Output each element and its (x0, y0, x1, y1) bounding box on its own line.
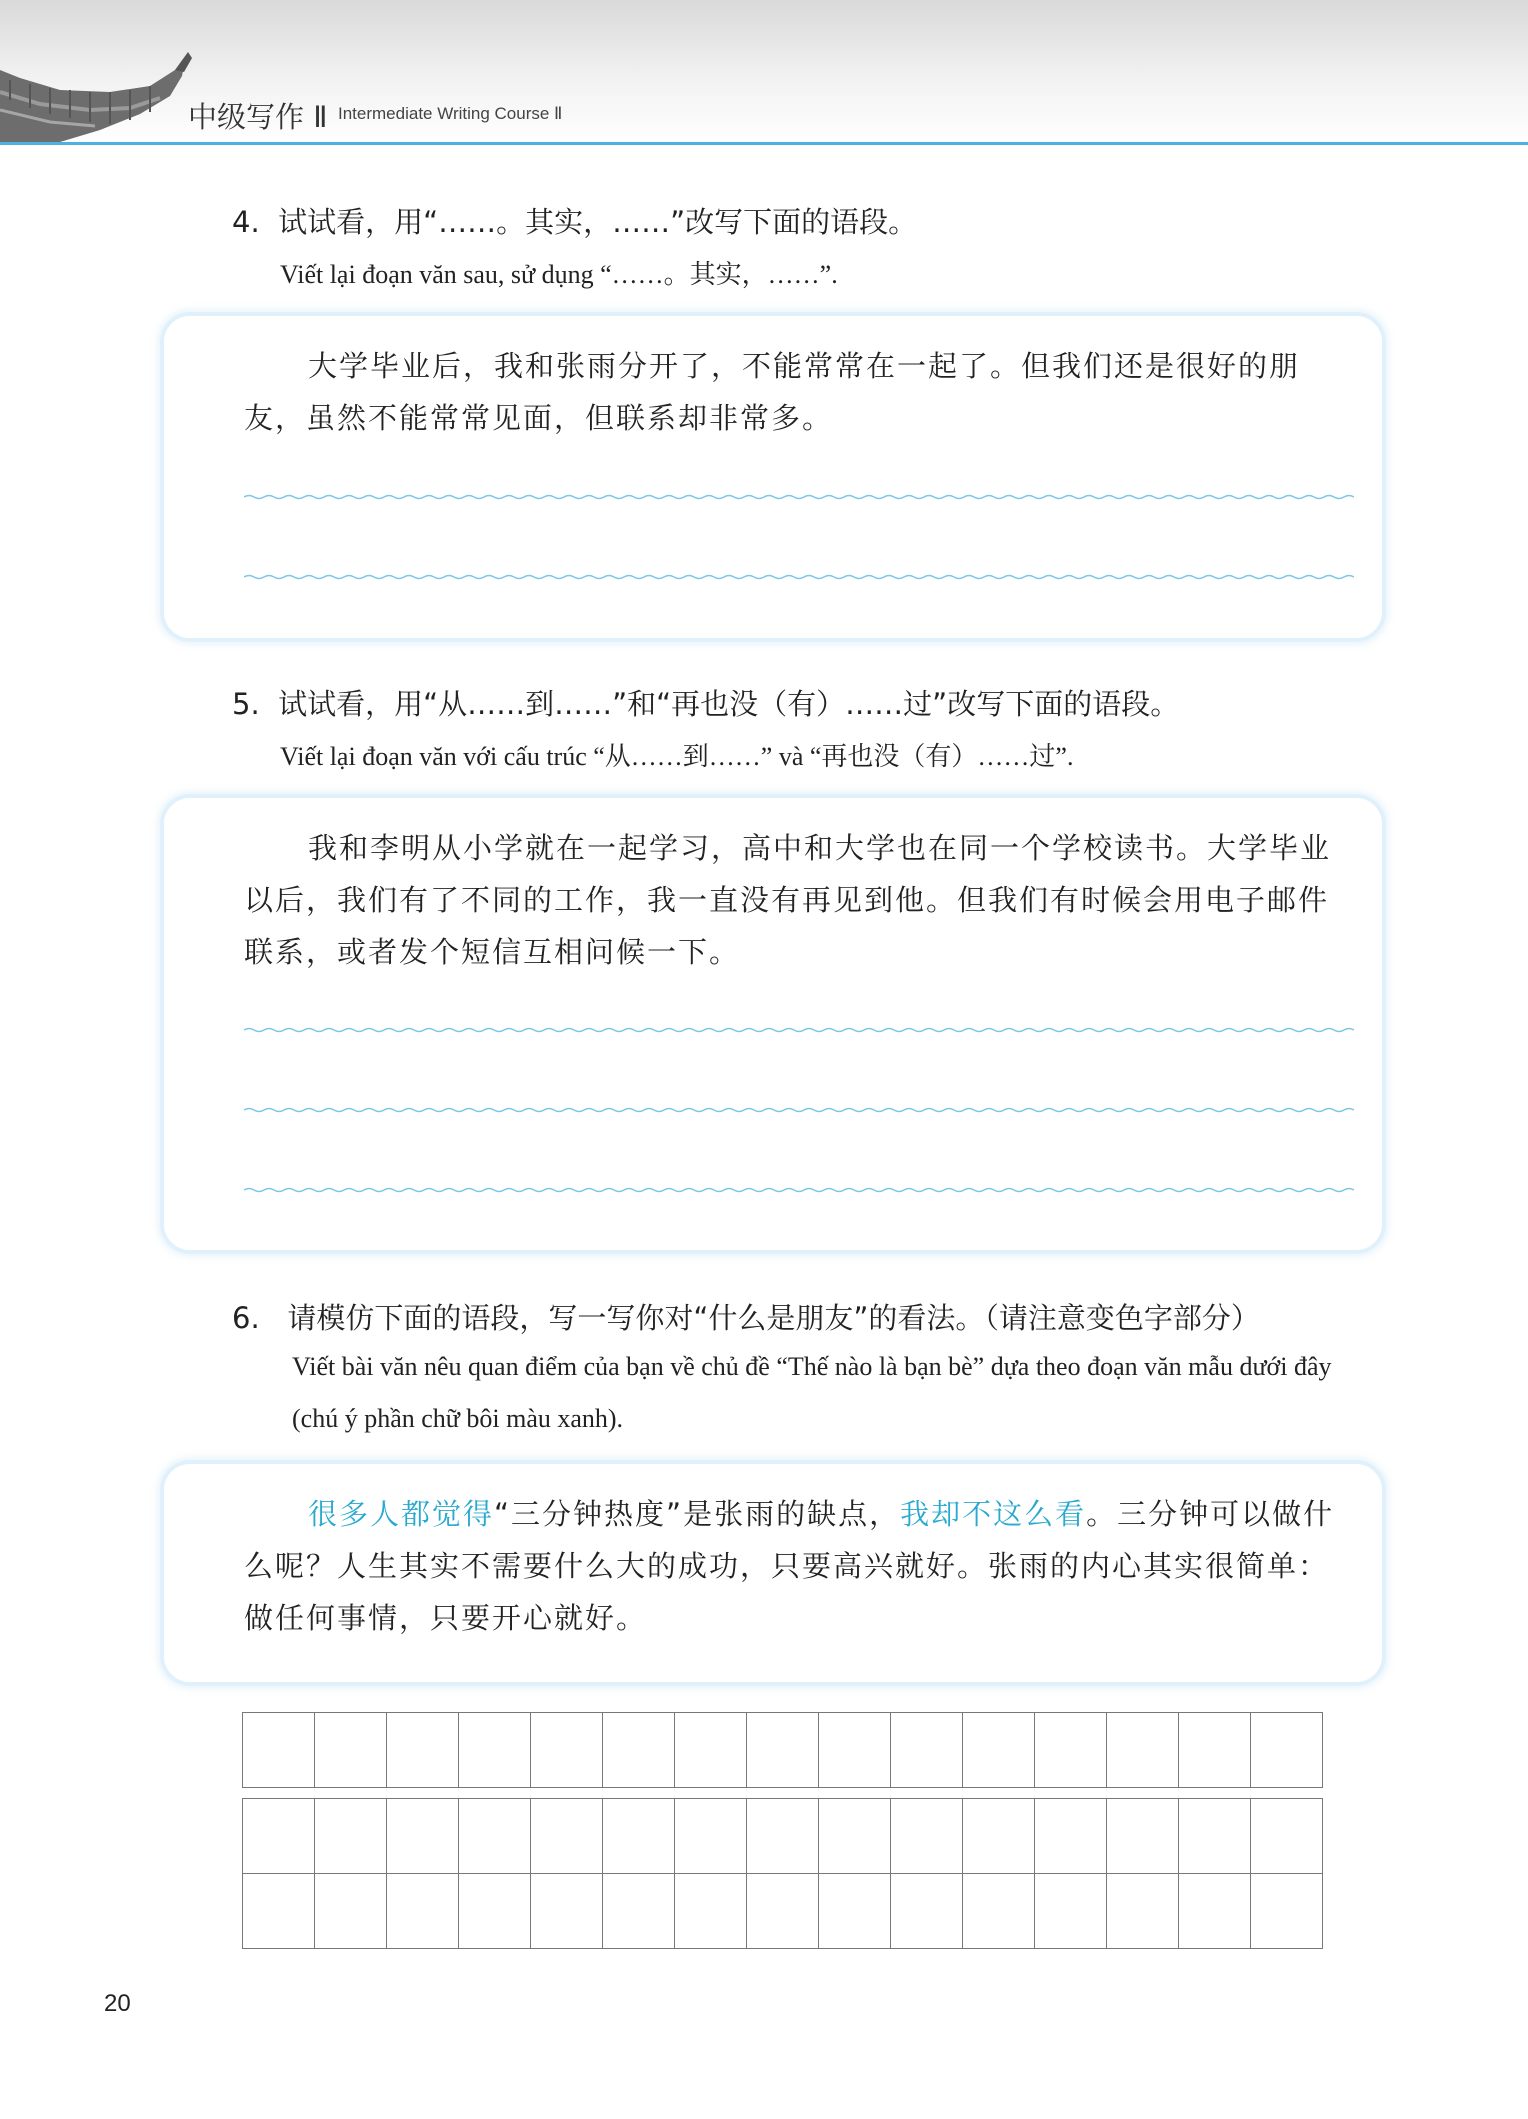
grid-cell[interactable] (315, 1874, 387, 1949)
question-5-text-zh: 试试看，用“从……到……”和“再也没（有）……过”改写下面的语段。 (278, 687, 1180, 721)
grid-cell[interactable] (459, 1874, 531, 1949)
grid-cell[interactable] (675, 1799, 747, 1874)
passage-4-text: 大学毕业后，我和张雨分开了，不能常常在一起了。但我们还是很好的朋友，虽然不能常常见面，但联系却非常多。 (244, 349, 1301, 435)
question-4-instruction-zh (232, 200, 917, 241)
writing-grid (242, 1712, 1323, 1788)
grid-cell[interactable] (891, 1799, 963, 1874)
grid-cell[interactable] (315, 1799, 387, 1874)
grid-cell[interactable] (1251, 1799, 1323, 1874)
passage-6-text: “三分钟热度”是张雨的缺点， (494, 1497, 901, 1531)
question-4-number: 4. (232, 205, 260, 239)
grid-cell[interactable] (459, 1799, 531, 1874)
grid-cell[interactable] (747, 1799, 819, 1874)
grid-cell[interactable] (387, 1874, 459, 1949)
grid-cell[interactable] (747, 1713, 819, 1788)
grid-cell[interactable] (675, 1874, 747, 1949)
passage-4 (244, 340, 1354, 444)
grid-cell[interactable] (1107, 1874, 1179, 1949)
grid-cell[interactable] (531, 1713, 603, 1788)
grid-cell[interactable] (747, 1874, 819, 1949)
question-6-number: 6. (232, 1301, 260, 1335)
grid-row (243, 1799, 1323, 1874)
grid-cell[interactable] (1251, 1713, 1323, 1788)
grid-cell[interactable] (603, 1799, 675, 1874)
passage-5 (244, 822, 1354, 978)
grid-cell[interactable] (603, 1713, 675, 1788)
grid-cell[interactable] (1035, 1713, 1107, 1788)
writing-grid (242, 1798, 1323, 1949)
highlight-phrase: 很多人都觉得 (308, 1497, 495, 1531)
grid-cell[interactable] (459, 1713, 531, 1788)
question-5-instruction-zh (232, 682, 1179, 723)
grid-cell[interactable] (387, 1713, 459, 1788)
grid-cell[interactable] (315, 1713, 387, 1788)
grid-cell[interactable] (819, 1713, 891, 1788)
grid-cell[interactable] (1035, 1874, 1107, 1949)
grid-row (243, 1713, 1323, 1788)
grid-row (243, 1874, 1323, 1949)
grid-cell[interactable] (531, 1799, 603, 1874)
question-6-text-zh: 请模仿下面的语段，写一写你对“什么是朋友”的看法。（请注意变色字部分） (287, 1301, 1260, 1335)
writing-line[interactable] (244, 1186, 1354, 1194)
question-6-instruction-vi-line2: (chú ý phần chữ bôi màu xanh). (292, 1404, 624, 1433)
grid-cell[interactable] (1107, 1713, 1179, 1788)
grid-cell[interactable] (1251, 1874, 1323, 1949)
grid-cell[interactable] (891, 1874, 963, 1949)
grid-cell[interactable] (243, 1874, 315, 1949)
question-6-instruction-vi-line1: Viết bài văn nêu quan điểm của bạn về chủ đề “Thế nào là bạn bè” dựa theo đoạn văn mẫu dưới đây (292, 1352, 1332, 1381)
grid-cell[interactable] (243, 1799, 315, 1874)
grid-cell[interactable] (1035, 1799, 1107, 1874)
grid-cell[interactable] (1107, 1799, 1179, 1874)
writing-line[interactable] (244, 573, 1354, 581)
grid-cell[interactable] (891, 1713, 963, 1788)
question-5-number: 5. (232, 687, 260, 721)
grid-cell[interactable] (243, 1713, 315, 1788)
grid-cell[interactable] (387, 1799, 459, 1874)
grid-cell[interactable] (531, 1874, 603, 1949)
header-divider (0, 142, 1528, 145)
highlight-phrase: 我却不这么看 (900, 1497, 1087, 1531)
grid-cell[interactable] (1179, 1713, 1251, 1788)
passage-5-text: 我和李明从小学就在一起学习，高中和大学也在同一个学校读书。大学毕业以后，我们有了不同的工作，我一直没有再见到他。但我们有时候会用电子邮件联系，或者发个短信互相问候一下。 (244, 831, 1332, 969)
question-4-text-zh: 试试看，用“……。其实，……”改写下面的语段。 (278, 205, 918, 239)
writing-line[interactable] (244, 1106, 1354, 1114)
question-6-instruction-zh (232, 1296, 1260, 1337)
grid-cell[interactable] (1179, 1799, 1251, 1874)
question-5-instruction-vi: Viết lại đoạn văn với cấu trúc “从……到……” và “再也没（有）……过”. (280, 742, 1074, 771)
course-title-en: Intermediate Writing Course Ⅱ (338, 104, 563, 123)
grid-cell[interactable] (675, 1713, 747, 1788)
pagoda-roof-icon (0, 30, 200, 145)
writing-line[interactable] (244, 1026, 1354, 1034)
passage-6 (244, 1488, 1354, 1644)
passage-6-text: 。三分钟可以做什么呢？人生其实不需要什么大的成功，只要高兴就好。张雨的内心其实很简单：做任何事情，只要开心就好。 (244, 1497, 1335, 1635)
grid-cell[interactable] (603, 1874, 675, 1949)
grid-cell[interactable] (1179, 1874, 1251, 1949)
grid-cell[interactable] (963, 1713, 1035, 1788)
grid-cell[interactable] (963, 1874, 1035, 1949)
question-4-instruction-vi: Viết lại đoạn văn sau, sử dụng “……。其实，……”. (280, 260, 838, 289)
writing-line[interactable] (244, 493, 1354, 501)
course-title-zh: 中级写作 Ⅱ (188, 100, 328, 134)
grid-cell[interactable] (819, 1874, 891, 1949)
page-number: 20 (104, 1990, 131, 2017)
grid-cell[interactable] (819, 1799, 891, 1874)
grid-cell[interactable] (963, 1799, 1035, 1874)
